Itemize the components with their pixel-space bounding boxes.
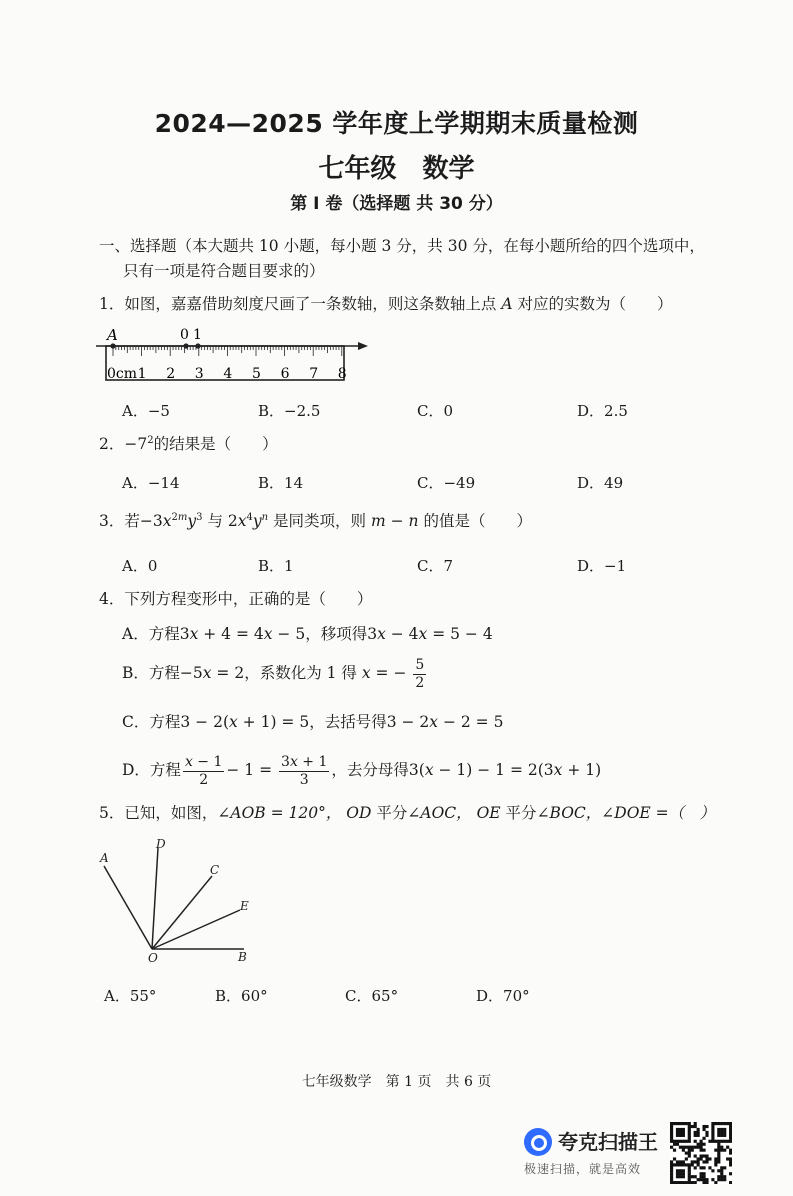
qr-cell	[682, 1181, 685, 1184]
qr-cell	[711, 1131, 714, 1134]
qr-cell	[676, 1175, 679, 1178]
q5-option-d: D．70°	[476, 987, 530, 1005]
qr-cell	[714, 1163, 717, 1166]
qr-cell	[711, 1134, 714, 1137]
qr-cell	[702, 1125, 705, 1128]
scanner-watermark	[524, 1126, 674, 1176]
qr-cell	[688, 1163, 691, 1166]
qr-cell	[676, 1128, 679, 1131]
qr-cell	[673, 1149, 676, 1152]
qr-cell	[720, 1169, 723, 1172]
exam-title: 2024—2025 学年度上学期期末质量检测	[154, 109, 639, 138]
qr-cell	[697, 1157, 700, 1160]
q4-number: 4．	[99, 590, 125, 608]
qr-cell	[702, 1137, 705, 1140]
qr-cell	[694, 1146, 697, 1149]
qr-cell	[682, 1128, 685, 1131]
label-c: C	[210, 863, 220, 877]
exam-subtitle	[0, 148, 793, 185]
qr-cell	[685, 1140, 688, 1143]
qr-cell	[729, 1125, 732, 1128]
qr-cell	[691, 1149, 694, 1152]
qr-cell	[676, 1143, 679, 1146]
qr-cell	[682, 1122, 685, 1125]
qr-cell	[705, 1125, 708, 1128]
question-3: 3．若$-3x^{2m}y^3$ 与 $2x^4y^n$ 是同类项，则 m − n 的值是（ ）	[99, 512, 532, 530]
qr-cell	[711, 1122, 714, 1125]
qr-cell	[717, 1175, 720, 1178]
qr-cell	[711, 1169, 714, 1172]
qr-cell	[720, 1172, 723, 1175]
qr-cell	[705, 1181, 708, 1184]
qr-cell	[723, 1175, 726, 1178]
ruler-mark-label: 2	[166, 366, 176, 382]
ruler-mark-label: 8	[337, 366, 347, 382]
qr-cell	[679, 1181, 682, 1184]
qr-cell	[729, 1149, 732, 1152]
q4-option-b: B．方程−5x = 2，系数化为 1 得 x = − $\frac{5}{2}$	[122, 656, 425, 691]
grade-label: 七年级	[318, 154, 397, 184]
qr-cell	[682, 1149, 685, 1152]
page-footer: 七年级数学 第 1 页 共 6 页	[301, 1074, 492, 1090]
qr-cell	[673, 1181, 676, 1184]
qr-cell	[711, 1140, 714, 1143]
qr-cell	[700, 1178, 703, 1181]
subject-label: 数学	[422, 154, 475, 184]
qr-cell	[717, 1128, 720, 1131]
qr-cell	[670, 1134, 673, 1137]
qr-cell	[682, 1140, 685, 1143]
qr-cell	[717, 1154, 720, 1157]
qr-cell	[670, 1128, 673, 1131]
qr-cell	[679, 1134, 682, 1137]
qr-cell	[717, 1178, 720, 1181]
q4-option-c: C．方程3 − 2(x + 1) = 5，去括号得3 − 2x − 2 = 5	[122, 713, 504, 731]
qr-cell	[717, 1122, 720, 1125]
qr-cell	[676, 1172, 679, 1175]
qr-cell	[723, 1178, 726, 1181]
qr-cell	[697, 1178, 700, 1181]
qr-cell	[697, 1131, 700, 1134]
qr-cell	[720, 1128, 723, 1131]
qr-cell	[676, 1163, 679, 1166]
q1-option-a: A．−5	[122, 402, 170, 420]
label-e: E	[240, 899, 249, 913]
q2-number: 2．	[99, 435, 125, 453]
qr-cell	[714, 1181, 717, 1184]
qr-cell	[676, 1169, 679, 1172]
qr-cell	[679, 1146, 682, 1149]
qr-cell	[700, 1175, 703, 1178]
ray-oa	[104, 866, 152, 949]
qr-cell	[679, 1175, 682, 1178]
qr-cell	[717, 1157, 720, 1160]
qr-cell	[729, 1181, 732, 1184]
qr-cell	[714, 1149, 717, 1152]
qr-cell	[700, 1143, 703, 1146]
q5-option-b: B．60°	[215, 987, 268, 1005]
part-heading-line1: 一、选择题（本大题共 10 小题，每小题 3 分，共 30 分，在每小题所给的四个选项中，	[99, 237, 705, 255]
qr-cell	[682, 1172, 685, 1175]
qr-cell	[697, 1128, 700, 1131]
ruler-number-line-figure	[94, 322, 374, 384]
label-b: B	[238, 950, 247, 964]
qr-cell	[694, 1125, 697, 1128]
ruler-mark-label: 7	[309, 366, 319, 382]
qr-cell	[729, 1134, 732, 1137]
qr-cell	[685, 1152, 688, 1155]
qr-cell	[723, 1122, 726, 1125]
qr-cell	[688, 1178, 691, 1181]
qr-cell	[688, 1152, 691, 1155]
qr-cell	[670, 1178, 673, 1181]
qr-cell	[685, 1181, 688, 1184]
qr-cell	[702, 1181, 705, 1184]
qr-cell	[676, 1131, 679, 1134]
qr-cell	[688, 1181, 691, 1184]
q2-option-d: D．49	[577, 474, 624, 492]
qr-cell	[679, 1140, 682, 1143]
qr-cell	[691, 1125, 694, 1128]
qr-cell	[670, 1163, 673, 1166]
qr-cell	[714, 1160, 717, 1163]
qr-cell	[688, 1149, 691, 1152]
qr-code-icon	[670, 1122, 732, 1184]
qr-cell	[717, 1146, 720, 1149]
q3-option-d: D．−1	[577, 557, 627, 575]
qr-cell	[685, 1122, 688, 1125]
q1-figure-point-a: A	[107, 326, 118, 344]
qr-cell	[688, 1122, 691, 1125]
q1-figure-one: 1	[193, 327, 202, 343]
qr-cell	[726, 1122, 729, 1125]
ray-od	[152, 848, 158, 949]
qr-cell	[717, 1152, 720, 1155]
qr-cell	[670, 1181, 673, 1184]
qr-cell	[682, 1169, 685, 1172]
qr-cell	[688, 1131, 691, 1134]
qr-cell	[717, 1149, 720, 1152]
q3-number: 3．	[99, 512, 125, 530]
qr-cell	[705, 1178, 708, 1181]
qr-cell	[723, 1131, 726, 1134]
qr-cell	[694, 1181, 697, 1184]
qr-cell	[670, 1172, 673, 1175]
qr-cell	[720, 1140, 723, 1143]
qr-cell	[720, 1134, 723, 1137]
qr-cell	[705, 1154, 708, 1157]
qr-cell	[670, 1160, 673, 1163]
qr-cell	[723, 1128, 726, 1131]
qr-cell	[729, 1163, 732, 1166]
qr-cell	[670, 1166, 673, 1169]
q3-option-c: C．7	[417, 557, 454, 575]
question-1	[99, 294, 672, 314]
qr-cell	[694, 1166, 697, 1169]
qr-cell	[670, 1137, 673, 1140]
qr-cell	[685, 1157, 688, 1160]
qr-cell	[697, 1163, 700, 1166]
qr-cell	[676, 1181, 679, 1184]
ruler-start-label: 0cm	[107, 366, 138, 382]
q4-option-d: D．方程 $\frac{x - 1}{2}$ − 1 = $\frac{3x + 1}{3}$ ，去分母得3(x − 1) − 1 = 2(3x + 1)	[122, 753, 602, 788]
qr-cell	[691, 1163, 694, 1166]
qr-cell	[702, 1166, 705, 1169]
qr-cell	[670, 1122, 673, 1125]
qr-cell	[711, 1125, 714, 1128]
qr-cell	[726, 1140, 729, 1143]
qr-cell	[673, 1122, 676, 1125]
qr-cell	[688, 1146, 691, 1149]
qr-cell	[670, 1125, 673, 1128]
q1-option-c: C．0	[417, 402, 454, 420]
qr-cell	[670, 1140, 673, 1143]
qr-cell	[676, 1160, 679, 1163]
qr-cell	[694, 1160, 697, 1163]
qr-cell	[702, 1154, 705, 1157]
qr-cell	[717, 1160, 720, 1163]
label-o: O	[148, 951, 158, 965]
q5-option-a: A．55°	[104, 987, 157, 1005]
qr-cell	[700, 1166, 703, 1169]
qr-cell	[720, 1178, 723, 1181]
qr-cell	[723, 1140, 726, 1143]
question-5: 5．已知，如图，∠AOB = 120°， OD 平分∠AOC， OE 平分∠BOC，∠DOE =（ ）	[99, 804, 716, 822]
qr-cell	[720, 1122, 723, 1125]
q1-text-after: 对应的实数为（ ）	[517, 295, 673, 313]
qr-cell	[717, 1143, 720, 1146]
qr-cell	[670, 1169, 673, 1172]
qr-cell	[679, 1163, 682, 1166]
qr-cell	[711, 1137, 714, 1140]
qr-cell	[702, 1172, 705, 1175]
qr-cell	[708, 1166, 711, 1169]
qr-cell	[682, 1146, 685, 1149]
qr-cell	[676, 1122, 679, 1125]
qr-cell	[720, 1131, 723, 1134]
qr-cell	[688, 1154, 691, 1157]
qr-cell	[726, 1157, 729, 1160]
qr-cell	[694, 1175, 697, 1178]
qr-cell	[682, 1175, 685, 1178]
qr-cell	[688, 1166, 691, 1169]
qr-cell	[679, 1169, 682, 1172]
qr-cell	[729, 1140, 732, 1143]
q2-option-a: A．−14	[122, 474, 180, 492]
qr-cell	[691, 1146, 694, 1149]
qr-cell	[714, 1157, 717, 1160]
qr-cell	[729, 1128, 732, 1131]
q1-option-b: B．−2.5	[258, 402, 321, 420]
qr-cell	[720, 1149, 723, 1152]
qr-cell	[720, 1146, 723, 1149]
qr-cell	[688, 1172, 691, 1175]
qr-cell	[688, 1128, 691, 1131]
angle-figure	[96, 836, 256, 966]
qr-cell	[726, 1146, 729, 1149]
qr-cell	[679, 1122, 682, 1125]
scanner-name: 夸克扫描王	[558, 1130, 658, 1154]
qr-cell	[691, 1181, 694, 1184]
scanner-logo-icon	[524, 1128, 552, 1156]
section-title: 第 I 卷（选择题 共 30 分）	[290, 194, 503, 214]
question-2: 2．$-7^2$的结果是（ ）	[99, 435, 278, 453]
q1-number: 1．	[99, 295, 125, 313]
qr-cell	[700, 1154, 703, 1157]
qr-cell	[714, 1140, 717, 1143]
qr-cell	[688, 1169, 691, 1172]
qr-cell	[702, 1128, 705, 1131]
qr-cell	[705, 1134, 708, 1137]
qr-cell	[700, 1172, 703, 1175]
qr-cell	[685, 1146, 688, 1149]
question-4: 4．下列方程变形中，正确的是（ ）	[99, 590, 373, 608]
qr-cell	[682, 1131, 685, 1134]
qr-cell	[688, 1134, 691, 1137]
ruler-mark-label: 5	[252, 366, 261, 382]
qr-cell	[673, 1157, 676, 1160]
qr-cell	[679, 1172, 682, 1175]
qr-cell	[697, 1143, 700, 1146]
qr-cell	[682, 1160, 685, 1163]
qr-cell	[688, 1137, 691, 1140]
qr-cell	[688, 1125, 691, 1128]
qr-cell	[694, 1134, 697, 1137]
ruler-mark-label: 3	[194, 366, 204, 382]
q3-option-a: A．0	[122, 557, 158, 575]
qr-cell	[705, 1157, 708, 1160]
qr-cell	[676, 1140, 679, 1143]
ruler-mark-label: 6	[280, 366, 290, 382]
ruler-mark-label: 1	[137, 366, 147, 382]
qr-cell	[697, 1160, 700, 1163]
qr-cell	[670, 1146, 673, 1149]
qr-cell	[729, 1137, 732, 1140]
qr-cell	[708, 1140, 711, 1143]
qr-cell	[700, 1149, 703, 1152]
qr-cell	[682, 1163, 685, 1166]
qr-cell	[702, 1160, 705, 1163]
q1-text-before: 如图，嘉嘉借助刻度尺画了一条数轴，则这条数轴上点	[124, 295, 497, 313]
qr-cell	[729, 1152, 732, 1155]
qr-cell	[700, 1157, 703, 1160]
qr-cell	[723, 1149, 726, 1152]
label-d: D	[156, 837, 166, 851]
qr-cell	[679, 1160, 682, 1163]
qr-cell	[711, 1128, 714, 1131]
ruler-mark-label: 4	[223, 366, 233, 382]
q1-figure-zero: 0	[180, 327, 189, 343]
qr-cell	[679, 1131, 682, 1134]
qr-cell	[702, 1178, 705, 1181]
qr-cell	[702, 1143, 705, 1146]
qr-cell	[691, 1175, 694, 1178]
qr-cell	[729, 1122, 732, 1125]
q2-option-b: B．14	[258, 474, 304, 492]
qr-cell	[679, 1128, 682, 1131]
qr-cell	[717, 1140, 720, 1143]
ray-oc	[152, 876, 212, 949]
qr-cell	[708, 1157, 711, 1160]
qr-cell	[711, 1178, 714, 1181]
q5-option-c: C．65°	[345, 987, 399, 1005]
qr-cell	[694, 1154, 697, 1157]
q1-option-d: D．2.5	[577, 402, 628, 420]
qr-cell	[729, 1157, 732, 1160]
qr-cell	[705, 1160, 708, 1163]
qr-cell	[673, 1140, 676, 1143]
label-a: A	[100, 851, 109, 865]
qr-cell	[705, 1131, 708, 1134]
qr-cell	[720, 1166, 723, 1169]
qr-cell	[694, 1140, 697, 1143]
qr-cell	[688, 1175, 691, 1178]
qr-cell	[697, 1134, 700, 1137]
qr-cell	[682, 1134, 685, 1137]
qr-cell	[673, 1163, 676, 1166]
qr-cell	[688, 1140, 691, 1143]
qr-cell	[685, 1163, 688, 1166]
qr-cell	[691, 1160, 694, 1163]
qr-cell	[720, 1175, 723, 1178]
qr-cell	[676, 1134, 679, 1137]
qr-cell	[702, 1175, 705, 1178]
qr-cell	[694, 1122, 697, 1125]
ray-oe	[152, 910, 240, 949]
qr-cell	[717, 1169, 720, 1172]
qr-cell	[670, 1175, 673, 1178]
q5-number: 5．	[99, 804, 125, 822]
qr-cell	[697, 1146, 700, 1149]
qr-cell	[723, 1134, 726, 1137]
q4-option-a: A．方程3x + 4 = 4x − 5，移项得3x − 4x = 5 − 4	[122, 625, 493, 643]
qr-cell	[714, 1122, 717, 1125]
qr-cell	[729, 1172, 732, 1175]
qr-cell	[700, 1146, 703, 1149]
q3-option-b: B．1	[258, 557, 294, 575]
qr-cell	[717, 1131, 720, 1134]
qr-cell	[702, 1149, 705, 1152]
scanner-tagline: 极速扫描，就是高效	[524, 1162, 642, 1176]
qr-cell	[694, 1131, 697, 1134]
qr-cell	[673, 1143, 676, 1146]
qr-cell	[717, 1134, 720, 1137]
qr-cell	[700, 1140, 703, 1143]
q2-option-c: C．−49	[417, 474, 476, 492]
q1-point: A	[501, 295, 513, 313]
qr-cell	[729, 1131, 732, 1134]
qr-cell	[729, 1160, 732, 1163]
q2-text: 的结果是（ ）	[153, 435, 278, 453]
qr-cell	[670, 1131, 673, 1134]
part-heading-line2: 只有一项是符合题目要求的）	[123, 262, 325, 280]
qr-cell	[723, 1166, 726, 1169]
